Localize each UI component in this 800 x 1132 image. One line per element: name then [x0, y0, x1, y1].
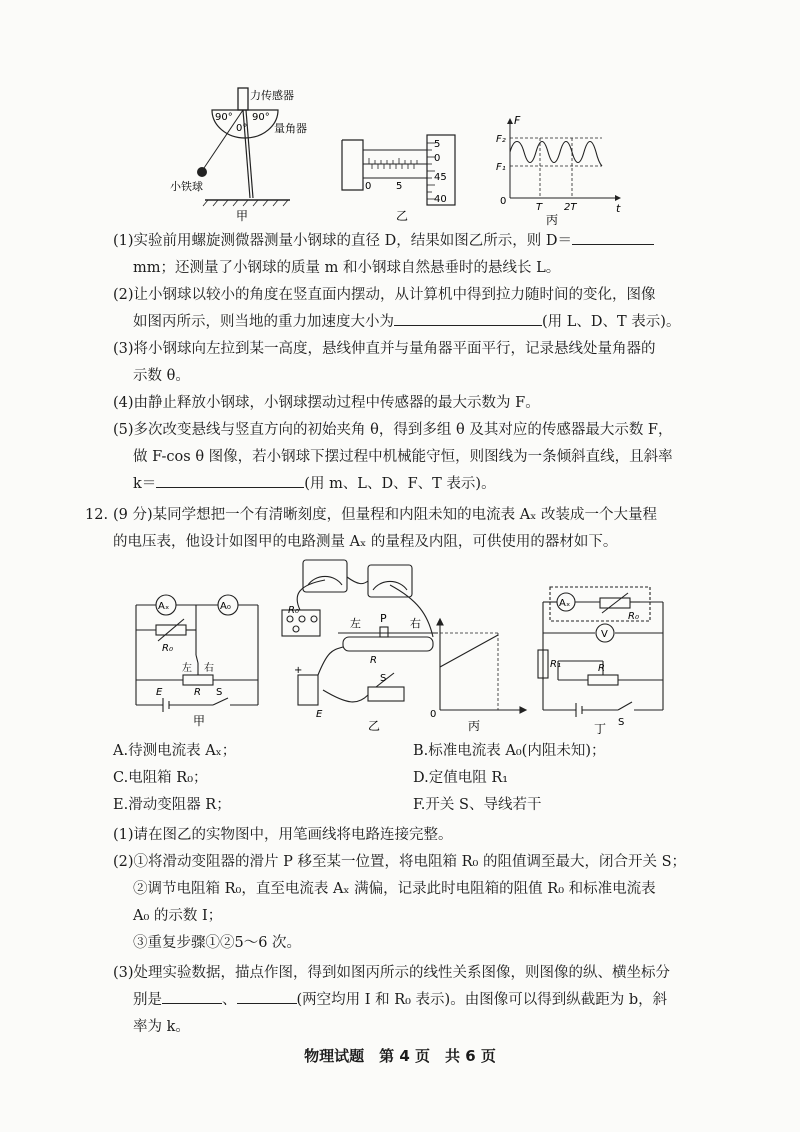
ding-R: R	[598, 663, 605, 674]
option-F: F.开关 S、导线若干	[413, 797, 542, 813]
thimble-45: 45	[434, 172, 447, 183]
option-A: A.待测电流表 Aₓ；	[113, 743, 237, 759]
sleeve-0: 0	[365, 181, 372, 192]
label-T: T	[536, 202, 543, 213]
q11-part4: (4)由静止释放小钢球，小钢球摆动过程中传感器的最大示数为 F。	[113, 395, 540, 411]
q11-p2-text: 如图丙所示，则当地的重力加速度大小为	[133, 314, 394, 330]
ding-S: S	[618, 717, 625, 728]
linear-graph-bing	[437, 619, 526, 713]
q11-part3-cont: 示数 θ。	[133, 368, 190, 384]
answer-blank-x[interactable]	[237, 987, 297, 1004]
q11-part5-cont: 做 F-cos θ 图像，若小钢球下摆过程中机械能守恒，则图线为一条倾斜直线，且斜率	[133, 449, 673, 465]
caption-yi: 乙	[396, 209, 409, 223]
jia-left: 左	[182, 663, 192, 674]
caption-jia2: 甲	[193, 714, 206, 728]
apparatus-yi	[282, 560, 438, 705]
q11-p2-tail: (用 L、D、T 表示)。	[542, 314, 681, 330]
force-time-graph	[496, 114, 621, 227]
jia-A0: A₀	[220, 601, 231, 612]
q11-part1	[113, 228, 713, 255]
yi-P: P	[380, 612, 387, 625]
figure-row-2	[118, 555, 698, 735]
q12-step3c: 率为 k。	[133, 1019, 190, 1035]
protractor-label: 量角器	[274, 122, 307, 135]
q11-part5-k	[133, 471, 733, 498]
deg-left: 90°	[215, 112, 233, 123]
q12-step2b: ②调节电阻箱 R₀，直至电流表 Aₓ 满偏，记录此时电阻箱的阻值 R₀ 和标准电流表	[133, 881, 656, 897]
q11-p5-tail: (用 m、L、D、F、T 表示)。	[304, 476, 496, 492]
q12-step3a: (3)处理实验数据，描点作图，得到如图丙所示的线性关系图像，则图像的纵、横坐标分	[113, 965, 671, 981]
thimble-40: 40	[434, 194, 447, 205]
jia-right: 右	[204, 663, 214, 674]
yi-R0: R₀	[288, 605, 299, 616]
option-D: D.定值电阻 R₁	[413, 770, 509, 786]
bing-origin: 0	[430, 709, 437, 720]
yi-E: E	[316, 709, 323, 720]
yi-S: S	[380, 673, 387, 684]
label-F2: F₂	[496, 134, 506, 145]
q12-s3-text: 别是	[133, 992, 162, 1008]
caption-bing: 丙	[546, 213, 559, 227]
pendulum-figure	[170, 88, 307, 223]
ding-Ax: Aₓ	[559, 598, 571, 609]
origin-0: 0	[500, 196, 507, 207]
axis-t: t	[616, 202, 621, 215]
thimble-5: 5	[434, 139, 441, 150]
yi-right: 右	[410, 617, 421, 630]
sensor-label: 力传感器	[250, 89, 294, 102]
thimble-0: 0	[434, 153, 441, 164]
yi-R: R	[370, 655, 377, 666]
q12-s3-sep: 、	[222, 992, 237, 1008]
caption-ding: 丁	[594, 722, 607, 735]
q11-p1-text: (1)实验前用螺旋测微器测量小钢球的直径 D，结果如图乙所示，则 D＝	[113, 233, 573, 249]
q12-number: 12.	[85, 507, 109, 523]
figure-row-1	[170, 80, 640, 230]
answer-blank-g[interactable]	[394, 309, 542, 326]
caption-jia: 甲	[236, 209, 249, 223]
ding-V: V	[601, 629, 608, 640]
label-2T: 2T	[564, 202, 577, 213]
ding-R1: R₁	[550, 659, 561, 670]
deg-zero: 0°	[236, 123, 248, 134]
option-B: B.标准电流表 A₀(内阻未知)；	[413, 743, 606, 759]
q11-part2-cont	[133, 309, 733, 336]
q12-line2: 的电压表，他设计如图甲的电路测量 Aₓ 的量程及内阻，可供使用的器材如下。	[113, 534, 618, 550]
yi-left: 左	[350, 617, 361, 630]
q11-part1-cont: mm；还测量了小钢球的质量 m 和小钢球自然悬垂时的悬线长 L。	[133, 260, 561, 276]
jia-R: R	[194, 687, 201, 698]
yi-plus: +	[294, 665, 303, 676]
sleeve-5: 5	[396, 181, 403, 192]
ding-R0: R₀	[628, 611, 639, 622]
caption-bing2: 丙	[468, 719, 481, 733]
option-C: C.电阻箱 R₀；	[113, 770, 208, 786]
answer-blank-k[interactable]	[156, 471, 304, 488]
page-footer: 物理试题 第 4 页 共 6 页	[304, 1047, 496, 1065]
q12-step2a: (2)①将滑动变阻器的滑片 P 移至某一位置，将电阻箱 R₀ 的阻值调至最大，闭合开关 S；	[113, 854, 687, 870]
jia-R0: R₀	[162, 643, 173, 654]
deg-right: 90°	[252, 112, 270, 123]
answer-blank-y[interactable]	[162, 987, 222, 1004]
q11-part3: (3)将小钢球向左拉到某一高度，悬线伸直并与量角器平面平行，记录悬线处量角器的	[113, 341, 656, 357]
q11-part2: (2)让小钢球以较小的角度在竖直面内摆动，从计算机中得到拉力随时间的变化，图像	[113, 287, 656, 303]
q11-p5-k: k＝	[133, 476, 157, 492]
jia-Ax: Aₓ	[158, 601, 170, 612]
answer-blank-D[interactable]	[572, 228, 654, 245]
q12-step3b	[133, 987, 733, 1014]
option-E: E.滑动变阻器 R；	[113, 797, 231, 813]
axis-F: F	[514, 114, 521, 127]
q12-s3-tail: (两空均用 I 和 R₀ 表示)。由图像可以得到纵截距为 b，斜	[296, 992, 668, 1008]
jia-S: S	[216, 687, 223, 698]
q12-step2c: A₀ 的示数 I；	[133, 908, 223, 924]
force-sensor-icon	[238, 88, 248, 110]
iron-ball-icon	[197, 167, 207, 177]
q12-line1: (9 分)某同学想把一个有清晰刻度，但量程和内阻未知的电流表 Aₓ 改装成一个大量程	[113, 507, 657, 523]
circuit-ding	[538, 587, 663, 717]
micrometer-figure	[342, 135, 455, 223]
caption-yi2: 乙	[368, 719, 381, 733]
q12-step1: (1)请在图乙的实物图中，用笔画线将电路连接完整。	[113, 827, 453, 843]
ball-label: 小铁球	[170, 180, 203, 193]
q12-step2d: ③重复步骤①②5～6 次。	[133, 935, 302, 951]
jia-E: E	[156, 687, 163, 698]
label-F1: F₁	[496, 162, 506, 173]
q11-part5: (5)多次改变悬线与竖直方向的初始夹角 θ，得到多组 θ 及其对应的传感器最大示数 F，	[113, 422, 673, 438]
